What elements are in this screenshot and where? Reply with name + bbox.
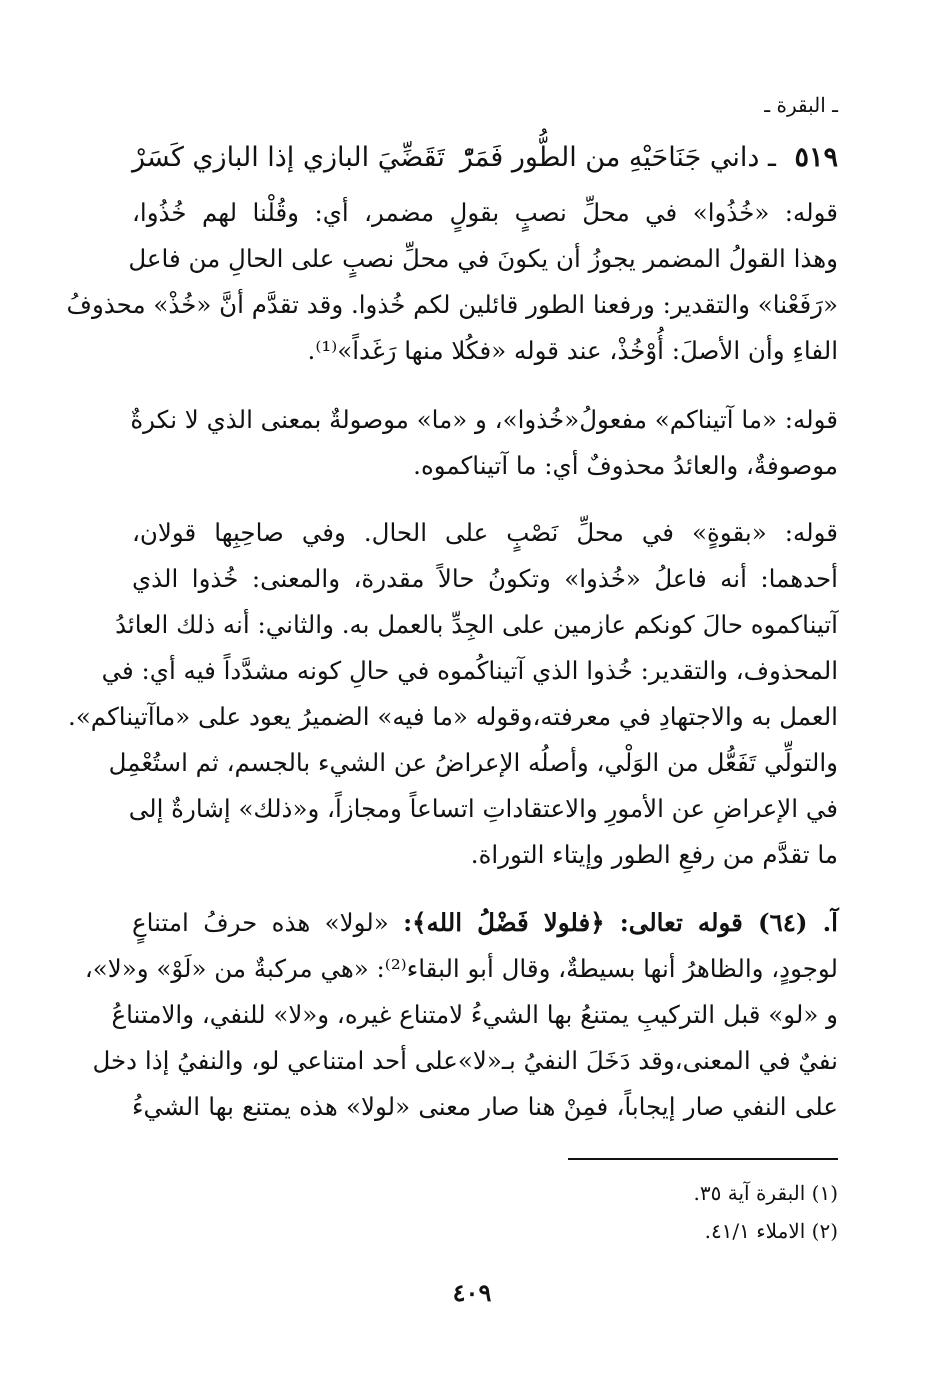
- text-line: وهذا القولُ المضمر يجوزُ أن يكونَ في محلِّ نصبٍ على الحالِ من فاعل: [128, 244, 838, 273]
- text-line: موصوفةٌ، والعائدُ محذوفٌ أي: ما آتيناكموه.: [413, 451, 838, 480]
- text-line: العمل به والاجتهادِ في معرفته،وقوله «ما فيه» الضميرُ يعود على «ماآتيناكم».: [68, 702, 838, 731]
- paragraph-bi-quwwa: [68, 510, 838, 878]
- poetry-verse: [132, 138, 838, 178]
- footnote-2: (٢) الاملاء ٤١/١.: [704, 1219, 838, 1243]
- verse-second-half: تَقَضِّيَ البازي إذا البازي كَسَرْ: [132, 142, 445, 173]
- verse-first-half-text: ـ داني جَنَاحَيْهِ من الطُّور فَمَرّْ: [459, 142, 776, 173]
- paragraph-khudhu: [66, 190, 838, 374]
- text-line: قوله: «ما آتيناكم» مفعولُ«خُذوا»، و «ما» موصولةٌ بمعنى الذي لا نكرةٌ: [130, 405, 838, 434]
- text-line: قوله: «بقوةٍ» في محلِّ نَصْبٍ على الحال. وفي صاحِبِها قولان،: [132, 518, 838, 547]
- footnote-1: (١) البقرة آية ٣٥.: [693, 1181, 838, 1205]
- text-line: أحدهما: أنه فاعلُ «خُذوا» وتكونُ حالاً مقدرة، والمعنى: خُذوا الذي: [132, 564, 838, 593]
- text-line: آتيناكموه حالَ كونكم عازمين على الجِدِّ بالعمل به. والثاني: أنه ذلك العائدُ: [115, 610, 838, 639]
- text-line: في الإعراضِ عن الأمورِ والاعتقاداتِ اتساعاً ومجازاً، و«ذلك» إشارةٌ إلى: [128, 794, 838, 823]
- footnotes: [694, 1174, 838, 1250]
- page-number: ٤٠٩: [452, 1278, 492, 1307]
- paragraph-fa-lawla: [84, 900, 838, 1130]
- text-line: «رَفَعْنا» والتقدير: ورفعنا الطور قائلين لكم خُذوا. وقد تقدَّم أنَّ «خُذْ» محذوفُ: [66, 290, 838, 319]
- text-line: نفيٌ في المعنى،وقد دَخَلَ النفيُ بـ«لا»على أحد امتناعي لو، والنفيُ إذا دخل: [92, 1046, 838, 1075]
- text-line: على النفي صار إيجاباً، فمِنْ هنا صار معنى «لولا» هذه يمتنع بها الشيءُ: [132, 1092, 838, 1121]
- verse-first-half: [460, 138, 838, 178]
- verse-number: ٥١٩: [794, 142, 838, 173]
- text-line: قوله: «خُذُوا» في محلِّ نصبٍ بقولٍ مضمر، أي: وقُلْنا لهم خُذُوا،: [132, 198, 838, 227]
- heading-continuation: «لولا» هذه حرفُ امتناعٍ: [132, 908, 389, 937]
- footnote-divider: [568, 1158, 838, 1160]
- text-line-heading: [132, 900, 838, 946]
- paragraph-ma-ataynakum: [132, 397, 838, 489]
- text-line: الفاءِ وأن الأصلَ: أُوْخُذْ، عند قوله «فكُلا منها رَغَداً»⁽¹⁾.: [307, 336, 838, 365]
- running-header: ـ البقرة ـ: [764, 93, 838, 117]
- text-line: والتولِّي تَفَعُّل من الوَلْي، وأصلُه الإعراضُ عن الشيء بالجسم، ثم استُعْمِل: [108, 748, 838, 777]
- text-line: ما تقدَّم من رفعِ الطور وإيتاء التوراة.: [470, 840, 838, 869]
- verse-heading: آ. (٦٤) قوله تعالى: ﴿فلولا فَضْلُ الله﴾:: [403, 908, 838, 937]
- text-line: و «لو» قبل التركيبِ يمتنعُ بها الشيءُ لامتناع غيره، و«لا» للنفي، والامتناعُ: [111, 1000, 838, 1029]
- text-line: لوجودٍ، والظاهرُ أنها بسيطةٌ، وقال أبو البقاء⁽²⁾: «هي مركبةٌ من «لَوْ» و«لا»،: [84, 954, 838, 983]
- text-line: المحذوف، والتقدير: خُذوا الذي آتيناكُموه في حالِ كونه مشدَّداً فيه أي: في: [101, 656, 838, 685]
